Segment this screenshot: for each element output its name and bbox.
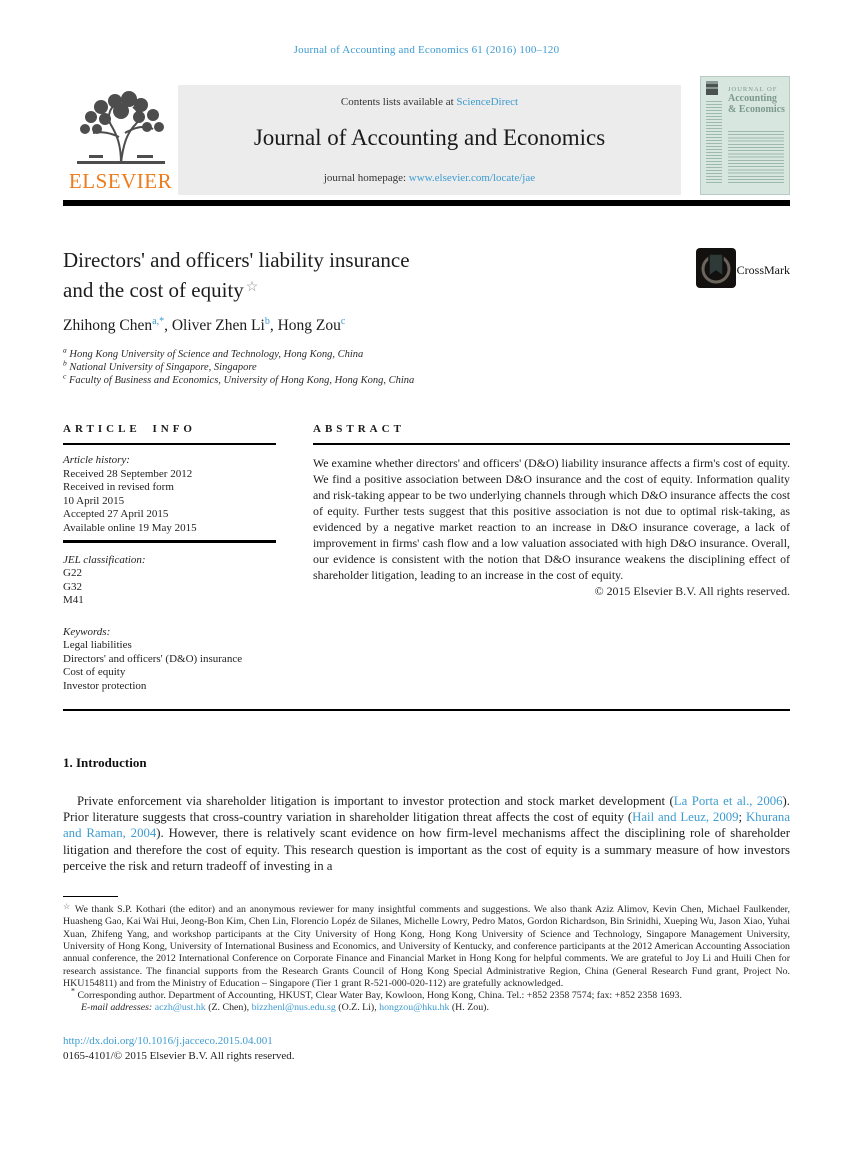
- affiliation-row: $^a$ Hong Kong University of Science and Technology, Hong Kong, China: [63, 345, 364, 360]
- crossmark-badge[interactable]: [696, 248, 790, 293]
- intro-paragraph: [63, 793, 790, 874]
- text-segment: (Z. Chen),: [205, 1002, 252, 1014]
- sciencedirect-link[interactable]: ScienceDirect: [456, 96, 519, 108]
- history-line: Received 28 September 2012: [63, 467, 193, 480]
- thanks-footnote: ☆ We thank S.P. Kothari (the editor) and an anonymous reviewer for many insightful comments and suggestions. We also thank Aziz Alimov, Kevin Chen, Michael Faulkender, Huasheng Gao, Kai Wai Hui, Jeong-Bon Kim, Chen Lin, Florencio Lopéz de Silanes, Michelle Lowry, Pedro Matos, Gordon Richardson, Bin Srinidhi, Xueping Wu, Jason Xiao, Yuhai Xuan, Zhifeng Yang, and workshop participants at the City University of Hong Kong, Hong Kong University of Science and Technology, Singapore Management University, University of Hong Kong, University of International Business and Economics, and University of Kentucky, and conference participants at the 2012 American Accounting Association annual conference, the 2012 International Conference on Corporate Finance and Financial Market in Hong Kong for helpful comments. We are grateful to Joy Li and Huili Chen for research assistance. The financial supports from the Research Grants Council of Hong Kong Special Administrative Region, China (General Research Fund grant, Project No. HKU154811) and from the Ministry of Education – Singapore (Tier 1 grant R-521-000-020-112) are gratefully acknowledged.: [63, 902, 791, 989]
- author-affiliation-sup[interactable]: a,*: [152, 315, 165, 327]
- affiliation-row: $^c$ Faculty of Business and Economics, University of Hong Kong, Hong Kong, China: [63, 371, 415, 386]
- corresponding-author-footnote: * Corresponding author. Department of Accounting, HKUST, Clear Water Bay, Kowloon, Hong Kong, China. Tel.: +852 2358 7574; fax: +852 2358 1693.: [71, 986, 682, 1002]
- journal-homepage-link[interactable]: www.elsevier.com/locate/jae: [408, 172, 536, 184]
- cover-content-lines: [728, 131, 784, 185]
- journal-header: [63, 85, 790, 195]
- text-segment: ). Prior literature suggests that cross-country variation in shareholder litigation threat affects the cost of equity (: [63, 794, 790, 825]
- doi-link[interactable]: http://dx.doi.org/10.1016/j.jacceco.2015.04.001: [63, 1034, 273, 1047]
- email-link[interactable]: bizzhenl@nus.edu.sg: [251, 1002, 336, 1014]
- history-line: Accepted 27 April 2015: [63, 508, 169, 520]
- keywords-label: Keywords:: [63, 625, 111, 638]
- text-segment: ). However, there is relatively scant evidence on how firm-level mechanisms affect the disciplining role of shareholder litigation and therefore the cost of equity. This research question is important as the cost of equity is a summary measure of how investors perceive the risk and return tradeoff of investing in a: [63, 826, 790, 873]
- crossmark-label: CrossMark: [736, 263, 790, 277]
- keyword: Investor protection: [63, 679, 147, 692]
- author-separator: ,: [164, 317, 172, 334]
- journal-title: Journal of Accounting and Economics: [253, 125, 606, 150]
- contents-prefix: Contents lists available at: [340, 96, 457, 108]
- authors-line: [63, 317, 790, 335]
- author-name: Zhihong Chen$^{a,*}$: [63, 315, 165, 334]
- history-line: Received in revised form: [63, 481, 174, 493]
- section-heading-introduction: 1. Introduction: [63, 755, 147, 770]
- history-line: 10 April 2015: [63, 494, 125, 507]
- contents-line: [178, 96, 681, 108]
- author-name: Oliver Zhen Li$^b$: [171, 315, 270, 334]
- header-divider: [63, 200, 790, 206]
- text-segment: (H. Zou).: [449, 1002, 489, 1014]
- history-label: Article history:: [63, 454, 130, 466]
- homepage-line: [178, 172, 681, 184]
- cover-publisher-icon: [706, 81, 718, 95]
- citation-link[interactable]: Khurana and Raman, 2004: [63, 810, 790, 841]
- author-affiliation-sup[interactable]: b: [264, 315, 270, 327]
- text-segment: E-mail addresses:: [81, 1002, 155, 1014]
- article-title-line2: and the cost of equity: [63, 278, 244, 302]
- info-section-divider: [63, 709, 790, 711]
- abstract-header: ABSTRACT: [313, 423, 405, 435]
- text-segment: (O.Z. Li),: [335, 1002, 380, 1014]
- article-title: [63, 246, 790, 304]
- citation-link[interactable]: La Porta et al., 2006: [673, 794, 783, 808]
- footnotes: [63, 901, 790, 1015]
- history-divider: [63, 540, 276, 543]
- abstract-copyright: © 2015 Elsevier B.V. All rights reserved.: [594, 584, 790, 598]
- crossmark-icon: [696, 248, 736, 293]
- jel-code: G32: [63, 580, 82, 593]
- keyword: Legal liabilities: [63, 639, 132, 651]
- footnote-separator: [63, 896, 118, 897]
- abstract-rule: [313, 443, 790, 445]
- text-segment: Private enforcement via shareholder litigation is important to investor protection and stock market development (: [77, 794, 674, 808]
- cover-title-line1: JOURNAL OF: [728, 86, 778, 93]
- elsevier-logo[interactable]: [63, 85, 178, 195]
- keyword: Directors' and officers' (D&O) insurance: [63, 652, 243, 665]
- article-info-header: ARTICLE INFO: [63, 423, 196, 435]
- jel-label: JEL classification:: [63, 553, 146, 566]
- text-segment: ;: [738, 810, 746, 825]
- email-link[interactable]: hongzou@hku.hk: [379, 1002, 450, 1014]
- affiliation-row: $^b$ National University of Singapore, Singapore: [63, 358, 257, 373]
- jel-code: G22: [63, 567, 82, 579]
- cover-toc-lines: [706, 101, 722, 185]
- cover-title-line2: Accounting: [728, 93, 777, 104]
- elsevier-tree-icon: [71, 85, 171, 171]
- corresponding-marker: *: [71, 986, 75, 996]
- doi-line: [63, 1035, 790, 1047]
- history-line: Available online 19 May 2015: [63, 521, 197, 534]
- homepage-prefix: journal homepage:: [323, 172, 409, 184]
- elsevier-wordmark: ELSEVIER: [68, 169, 173, 193]
- keyword: Cost of equity: [63, 666, 126, 678]
- journal-cover-thumbnail[interactable]: [700, 76, 790, 195]
- author-affiliation-sup[interactable]: c: [340, 315, 346, 327]
- journal-reference: Journal of Accounting and Economics 61 (2016) 100–120: [293, 44, 560, 56]
- cover-title: [728, 86, 786, 115]
- abstract-text: We examine whether directors' and officers' (D&O) liability insurance affects a firm's cost of equity. We find a positive association between D&O insurance and the cost of equity. Information quality and risk-taking appear to be two underlying channels through which D&O insurance affects the cost of equity. Further tests suggest that this positive association is not due to optimal risk-taking, as evidenced by a negative market reaction to an increase in D&O insurance coverage, a lack of improvement in firms' cash flow and a low valuation associated with high D&O insurance. Overall, our evidence is consistent with the notion that D&O insurance weakens the disciplining effect of shareholder litigation, leading to an increase in the cost of equity.: [313, 456, 790, 582]
- title-footnote-star[interactable]: ☆: [245, 280, 259, 295]
- jel-code: M41: [63, 594, 84, 606]
- article-info-rule: [63, 443, 276, 445]
- author-name: Hong Zou$^c$: [277, 315, 346, 334]
- issn-copyright-line: 0165-4101/© 2015 Elsevier B.V. All rights reserved.: [63, 1049, 295, 1062]
- article-title-line1: Directors' and officers' liability insurance: [63, 248, 410, 272]
- cover-title-line3: & Economics: [728, 104, 785, 115]
- author-separator: ,: [269, 317, 278, 334]
- footnote-star-marker: ☆: [63, 902, 72, 912]
- email-link[interactable]: aczh@ust.hk: [154, 1002, 206, 1014]
- citation-link[interactable]: Hail and Leuz, 2009: [632, 810, 739, 825]
- abstract-column: [313, 423, 790, 693]
- article-info-column: [63, 423, 276, 693]
- banner-center: [178, 85, 681, 195]
- affiliations: [63, 345, 790, 387]
- email-addresses-line: [63, 1002, 790, 1014]
